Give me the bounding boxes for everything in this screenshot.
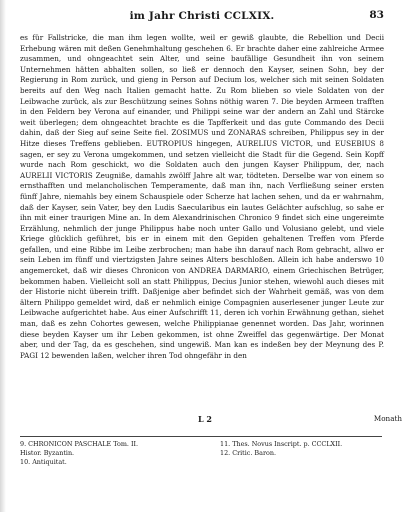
body-paragraph: es für Fallstricke, die man ihm legen wollte, weil er gewiß glaubte, die Rebellion und Decii Erhebung wären mit deßen Genehmhaltung geschehen 6. Er brachte daher eine zahlreiche Armee zusammen, und ohngeachtet sein Alter, und seine baufällige Gesundheit ihn von seinem Unternehmen hätten abhalten sollen, so ließ er dennoch den Kayser, seinen Sohn, bey der Regierung in Rom zurück, und gieng in Person auf Decium los, welcher sich mit seinen Soldaten bereits auf den Weg nach Italien gemacht hatte. Zu Rom blieben so viele Soldaten von der Leibwache zurück, als zur Beschützung seines Sohns nöthig waren 7. Die beyden Armeen trafften in den Feldern bey Verona auf einander, und Philippi seine war der andern an Zahl und Stärcke weit überlegen; dem ohngeachtet brachte es die Tapfferkeit und das gute Commando des Decii dahin, daß der Sieg auf seine Seite fiel. ZOSIMUS und ZONARAS schreiben, Philippus sey in der Hitze dieses Treffens geblieben. EUTROPIUS hingegen, AURELIUS VICTOR, und EUSEBIUS 8 sagen, er sey zu Verona umgekommen, und setzen vielleicht die Stadt für die Gegend. Sein Kopff wurde nach Rom geschickt, wo die Soldaten auch den jungen Kayser Philippum, der, nach AURELII VICTORIS Zeugniße, damahls zwölff Jahre alt war, tödteten. Derselbe war von einem so ernsthafften und melancholischen Temperamente, daß man ihn, nach Verfließung seiner ersten fünff Jahre, niemahls bey einem Schauspiele oder Scherze hat lachen sehen, und da er wahrnahm, daß der Kayser, sein Vater, bey den Ludis Saecularibus ein lautes Gelächter aufschlug, so sahe er ihn mit einer traurigen Mine an. In dem Alexandrinischen Chronico 9 findet sich eine ungereimte Erzählung, nehmlich der junge Philippus habe noch unter Gallo und Volusiano gelebt, und viele Kriege glücklich geführet, bis er in einem mit den Gepiden gehaltenen Treffen vom Pferde gefallen, und eine Ribbe im Leibe zerbrochen; man habe ihn darauf nach Rom gebracht, allwo er sein Leben im fünff und viertzigsten Jahre seines Alters beschloßen. Allein ich habe anderswo 10 angemercket, daß wir dieses Chronicon von ANDREA DARMARIO, einem Griechischen Betrüger, bekommen haben. Vielleicht soll an statt Philippus, Decius Junior stehen, wiewohl auch dieses mit der Historie nicht überein trifft. Daßjenige aber befindet sich der Wahrheit gemäß, was von dem ältern Philippo gemeldet wird, daß er nehmlich einige Compagnien auserlesener junger Leute zur Leibwache aufgerichtet habe. Aus einer Aufschrifft 11, deren ich vorhin Erwähnung gethan, siehet man, daß es zehn Cohortes gewesen, welche Philippianae genennet worden. Das Jahr, worinnen diese beyden Kayser um ihr Leben gekommen, ist ohne Zweiffel das gegenwärtige. Der Monat aber, und der Tag, da es geschehen, sind ungewiß. Man kan es indeßen bey der Meynung des P. PAGI 12 bewenden laßen, welcher ihren Tod ohngefähr in den xyxy=(20,33,384,360)
catchword: Monath xyxy=(373,414,402,423)
footnote-rule xyxy=(20,436,382,437)
footnote: Histor. Byzantin. xyxy=(20,449,75,457)
signature-mark: L 2 xyxy=(198,414,212,424)
signature-line xyxy=(0,414,402,426)
footnotes-left-column xyxy=(20,440,180,467)
footnote: 11. Thes. Novus Inscript. p. CCCLXII. xyxy=(220,440,343,448)
footnote: 12. Critic. Baron. xyxy=(220,449,276,457)
page-number: 83 xyxy=(369,9,384,21)
body-text-block xyxy=(20,33,384,361)
footnote: 10. Antiquitat. xyxy=(20,458,67,466)
running-head: im Jahr Christi CCLXIX. xyxy=(129,10,275,22)
footnotes-right-column xyxy=(220,440,382,458)
page-header xyxy=(20,10,384,28)
footnote: 9. CHRONICON PASCHALE Tom. II. xyxy=(20,440,139,448)
page-gutter-shadow xyxy=(0,0,6,512)
